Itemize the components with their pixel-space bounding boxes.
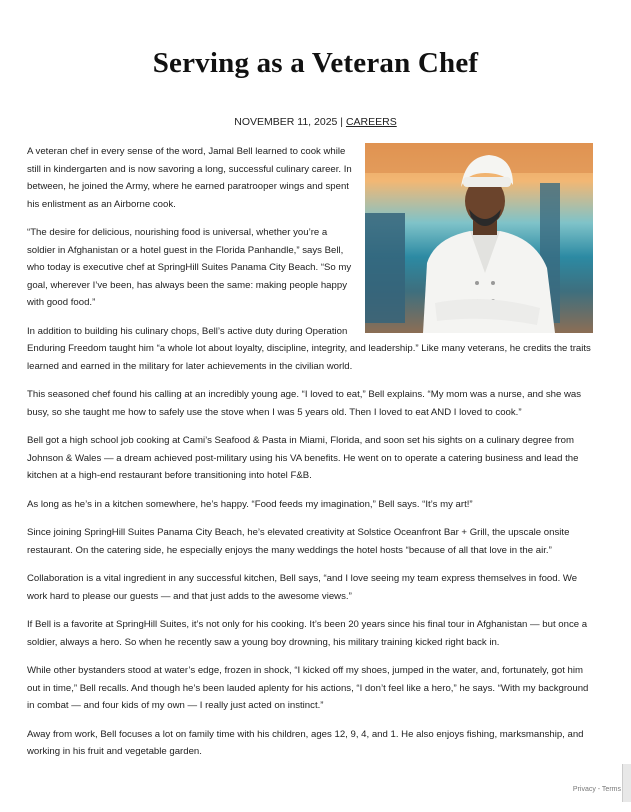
paragraph: A veteran chef in every sense of the word, Jamal Bell learned to cook while still in kindergarten and is now savoring a long, successful culinary career. In between, he joined the Army, where he earned paratrooper wings and spent his enlistment as an Airborne cook. bbox=[27, 146, 352, 210]
paragraph: Bell got a high school job cooking at Cami’s Seafood & Pasta in Miami, Florida, and soon set his sights on a culinary degree from Johnson & Wales — a dream achieved post-military using his VA benefits. He went on to operate a catering business and lead the kitchen at a high-end restaurant before transitioning into hotel F&B. bbox=[27, 435, 579, 481]
category-link[interactable]: CAREERS bbox=[345, 116, 397, 128]
recaptcha-links[interactable]: Privacy - Terms bbox=[572, 786, 621, 793]
chef-photo bbox=[365, 143, 593, 333]
recaptcha-badge[interactable] bbox=[622, 764, 631, 802]
chef-illustration bbox=[365, 143, 593, 333]
paragraph: While other bystanders stood at water’s edge, frozen in shock, “I kicked off my shoes, jumped in the water, and, fortunately, got him out in time,” Bell recalls. And though he’s been lauded aplenty for his actions, “I don’t feel like a hero,” he says. “With my background in combat — and four kids of my own — I really just acted on instinct.” bbox=[27, 665, 589, 711]
paragraph: In addition to building his culinary chops, Bell’s active duty during Operation Enduring Freedom taught him “a whole lot about loyalty, discipline, integrity, and leadership.” Like many veterans, he credits the traits learned and earned in the military for later achievements in the civilian world. bbox=[27, 325, 591, 372]
paragraph: Since joining SpringHill Suites Panama City Beach, he’s elevated creativity at Solstice Oceanfront Bar + Grill, the upscale onsite restaurant. On the catering side, he especially enjoys the many weddings the hotel hosts “because of all that love in the air.” bbox=[27, 527, 570, 556]
paragraph: As long as he’s in a kitchen somewhere, he’s happy. “Food feeds my imagination,” Bell says. “It’s my art!” bbox=[27, 498, 473, 510]
publish-date: NOVEMBER 11, 2025 bbox=[234, 116, 338, 128]
paragraph: Collaboration is a vital ingredient in any successful kitchen, Bell says, “and I love seeing my team express themselves in food. We work hard to please our guests — and that just adds to the awesome views.” bbox=[27, 573, 578, 602]
article-body bbox=[27, 143, 593, 772]
paragraph: Away from work, Bell focuses a lot on family time with his children, ages 12, 9, 4, and 1. He also enjoys fishing, marksmanship, and working in his fruit and vegetable garden. bbox=[27, 728, 584, 757]
paragraph: If Bell is a favorite at SpringHill Suites, it’s not only for his cooking. It’s been 20 years since his final tour in Afghanistan — but once a soldier, always a hero. So when he recently saw a young boy drowning, his military training kicked right back in. bbox=[27, 619, 588, 648]
paragraph: “The desire for delicious, nourishing food is universal, whether you’re a soldier in Afghanistan or a hotel guest in the Florida Panhandle,” says Bell, who today is executive chef at SpringHill Suites Panama City Beach. “So my goal, wherever I’ve been, has always been the same: making people happy with good food.” bbox=[27, 227, 352, 308]
article-title: Serving as a Veteran Chef bbox=[152, 47, 479, 80]
meta-separator: | bbox=[340, 116, 344, 128]
article-meta bbox=[0, 116, 631, 128]
paragraph: This seasoned chef found his calling at an incredibly young age. “I loved to eat,” Bell explains. “My mom was a nurse, and she was busy, so she taught me how to safely use the stove when I was 5 years old. Then I loved to eat AND I loved to cook.” bbox=[27, 389, 582, 418]
